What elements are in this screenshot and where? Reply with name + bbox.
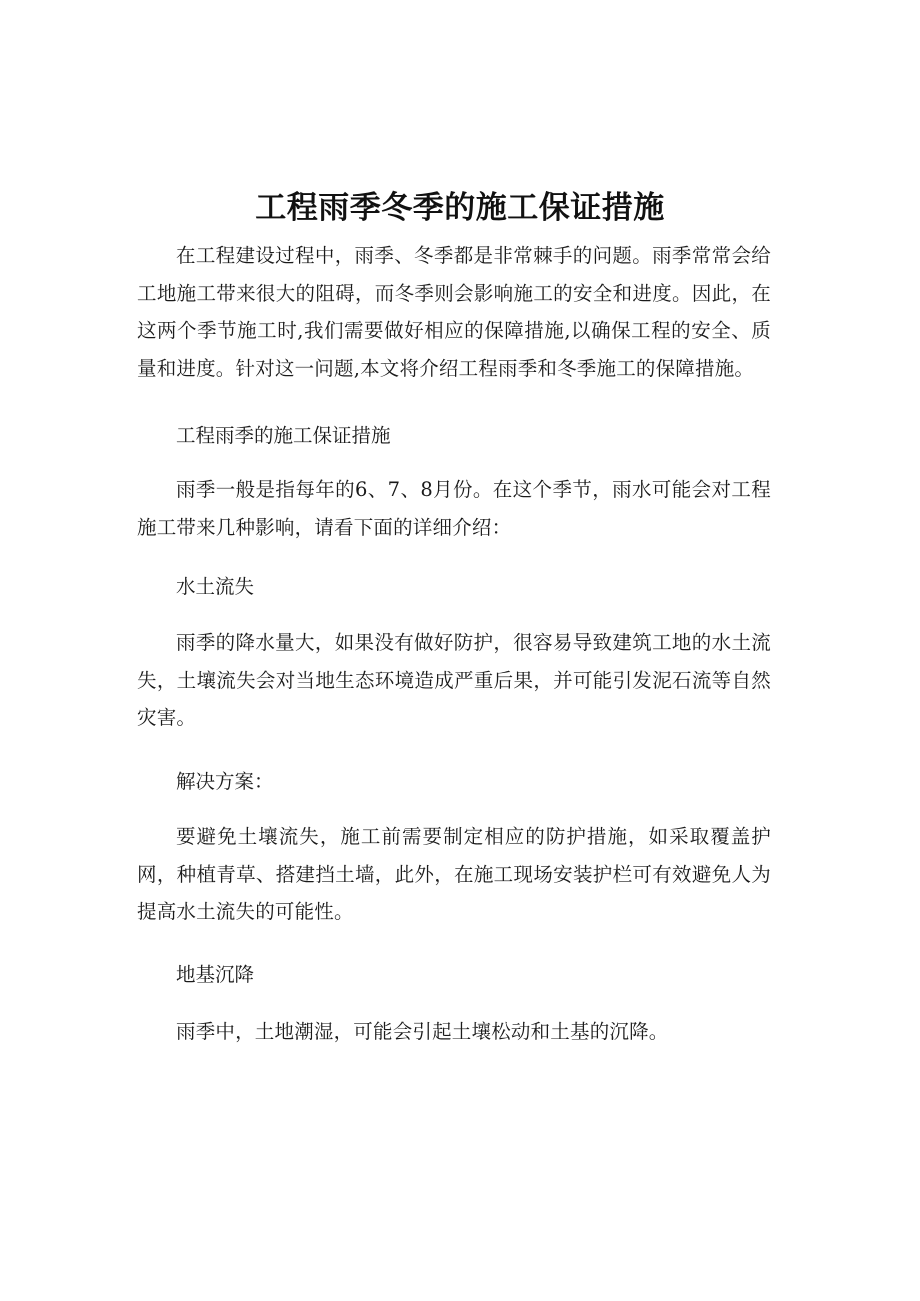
document-title: 工程雨季冬季的施工保证措施 bbox=[255, 190, 665, 226]
solution-paragraph: 要避免土壤流失，施工前需要制定相应的防护措施，如采取覆盖护网，种植青草、搭建挡土墙，此外，在施工现场安装护栏可有效避免人为提高水土流失的可能性。 bbox=[137, 825, 771, 923]
rain-season-paragraph: 雨季一般是指每年的6、7、8月份。在这个季节，雨水可能会对工程施工带来几种影响，请看下面的详细介绍： bbox=[137, 478, 771, 539]
foundation-settlement-paragraph: 雨季中，土地潮湿，可能会引起土壤松动和土基的沉降。 bbox=[176, 1020, 669, 1043]
soil-erosion-heading: 水土流失 bbox=[176, 575, 255, 598]
intro-paragraph: 在工程建设过程中，雨季、冬季都是非常棘手的问题。雨季常常会给工地施工带来很大的阻碍，而冬季则会影响施工的安全和进度。因此，在这两个季节施工时,我们需要做好相应的保障措施,以确保工程的安全、质量和进度。针对这一问题,本文将介绍工程雨季和冬季施工的保障措施。 bbox=[137, 244, 771, 380]
solution-heading: 解决方案： bbox=[176, 770, 274, 793]
rain-season-heading: 工程雨季的施工保证措施 bbox=[176, 424, 391, 447]
soil-erosion-paragraph: 雨季的降水量大，如果没有做好防护，很容易导致建筑工地的水土流失，土壤流失会对当地生态环境造成严重后果，并可能引发泥石流等自然灾害。 bbox=[137, 631, 771, 729]
foundation-settlement-heading: 地基沉降 bbox=[176, 963, 255, 986]
